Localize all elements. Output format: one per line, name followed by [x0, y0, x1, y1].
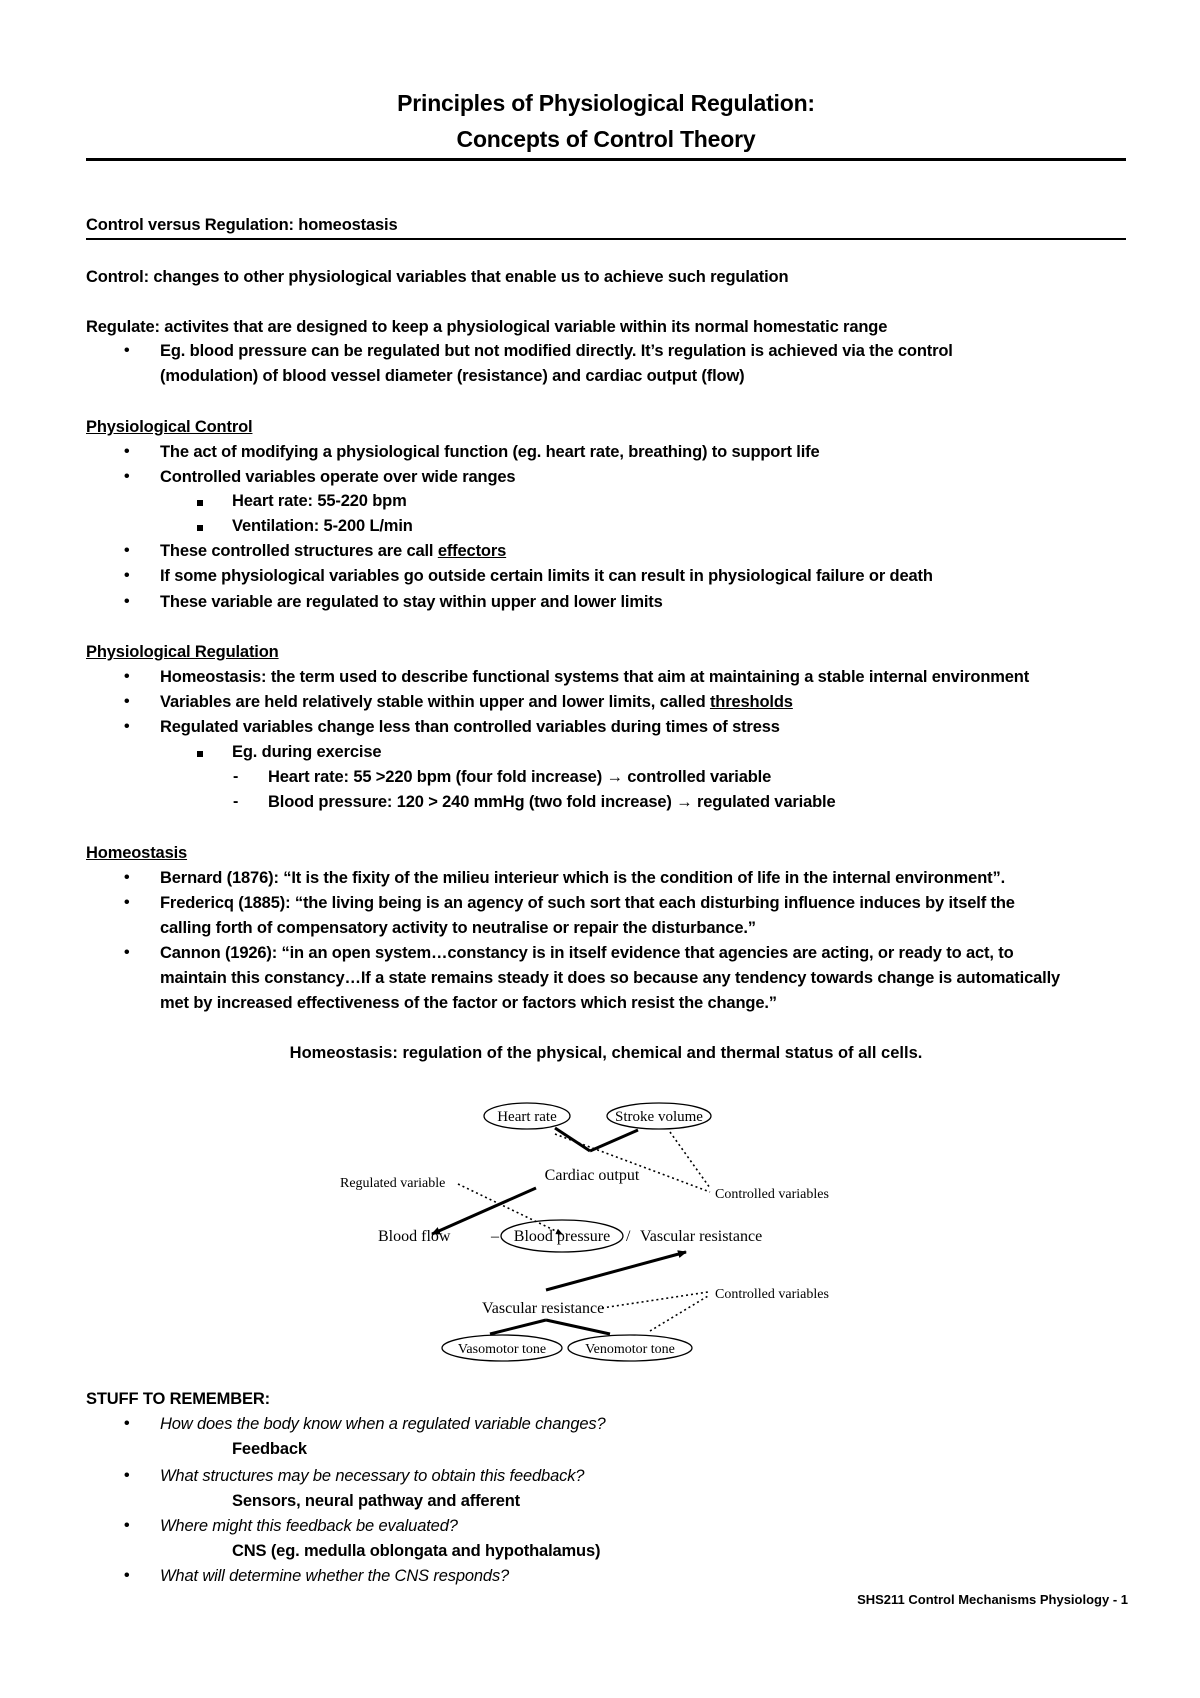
blood-pressure-label: Blood pressure [513, 1228, 611, 1245]
phys-control-heading: Physiological Control [86, 418, 253, 436]
bullet: • [124, 718, 130, 735]
controlled-dotted-4 [650, 1296, 708, 1331]
bullet: • [124, 542, 130, 559]
stuff-a3: CNS (eg. medulla oblongata and hypothalamus) [232, 1542, 601, 1560]
stuff-a2: Sensors, neural pathway and afferent [232, 1492, 521, 1510]
section-heading: Control versus Regulation: homeostasis [86, 216, 398, 234]
phys-control-b2: Controlled variables operate over wide ranges [160, 468, 516, 486]
dash-separator: – [491, 1228, 499, 1245]
phys-regulation-b2-text: Variables are held relatively stable within upper and lower limits, called [160, 693, 710, 711]
bullet: • [124, 593, 130, 610]
regulate-definition: Regulate: activites that are designed to keep a physiological variable within its normal homestatic range [86, 318, 888, 336]
square-bullet [197, 500, 203, 506]
slash-separator: / [626, 1228, 631, 1245]
phys-regulation-heading: Physiological Regulation [86, 643, 279, 661]
square-bullet [197, 751, 203, 757]
phys-control-b4: If some physiological variables go outside certain limits it can result in physiological failure or death [160, 567, 933, 585]
dash-bullet: - [233, 793, 239, 810]
effectors-term: effectors [437, 542, 507, 560]
cardiac-output-label: Cardiac output [544, 1167, 640, 1184]
blood-flow-label: Blood flow [378, 1228, 451, 1245]
vasomotor-link [490, 1320, 546, 1334]
homeostasis-caption: Homeostasis: regulation of the physical, chemical and thermal status of all cells. [289, 1044, 923, 1062]
phys-regulation-d2: Blood pressure: 120 > 240 mmHg (two fold increase) → regulated variable [268, 793, 836, 811]
bullet: • [124, 342, 130, 359]
bullet: • [124, 668, 130, 685]
title-line-2: Concepts of Control Theory [456, 126, 756, 152]
bullet: • [124, 468, 130, 485]
bullet: • [124, 1467, 130, 1484]
homeostasis-cannon-line-2: maintain this constancy…If a state remains steady it does so because any tendency towards change is automatically [160, 969, 1061, 987]
title-line-1: Principles of Physiological Regulation: [397, 90, 815, 116]
regulation-diagram [340, 1088, 880, 1368]
phys-control-s2: Ventilation: 5-200 L/min [232, 517, 413, 535]
square-bullet [197, 525, 203, 531]
bullet: • [124, 944, 130, 961]
homeostasis-cannon-line-3: met by increased effectiveness of the factor or factors which resist the change.” [160, 994, 777, 1012]
bullet: • [124, 443, 130, 460]
controlled-dotted-3 [602, 1292, 708, 1308]
heart-rate-link [555, 1128, 590, 1151]
bullet: • [124, 894, 130, 911]
phys-regulation-s1: Eg. during exercise [232, 743, 382, 761]
homeostasis-fredericq-line-2: calling forth of compensatory activity to neutralise or repair the disturbance.” [160, 919, 756, 937]
regulate-bullet-line-2: (modulation) of blood vessel diameter (resistance) and cardiac output (flow) [160, 367, 745, 385]
stuff-heading: STUFF TO REMEMBER: [86, 1390, 270, 1408]
vascular-resistance-label: Vascular resistance [482, 1300, 605, 1317]
homeostasis-bernard: Bernard (1876): “It is the fixity of the milieu interieur which is the condition of life in the internal environment”. [160, 869, 1005, 887]
stroke-volume-link [590, 1130, 638, 1151]
vascular-resistance-top-label: Vascular resistance [640, 1228, 763, 1245]
phys-control-b3 [160, 542, 506, 561]
vasomotor-tone-label: Vasomotor tone [457, 1342, 547, 1357]
phys-control-b1: The act of modifying a physiological function (eg. heart rate, breathing) to support life [160, 443, 820, 461]
thresholds-term: thresholds [709, 693, 793, 711]
homeostasis-fredericq-line-1: Fredericq (1885): “the living being is an agency of such sort that each disturbing influence induces by itself the [160, 894, 1015, 912]
regulated-variable-label: Regulated variable [340, 1176, 446, 1191]
page-footer: SHS211 Control Mechanisms Physiology - 1 [857, 1592, 1128, 1607]
controlled-dotted-2 [670, 1132, 710, 1188]
bullet: • [124, 869, 130, 886]
venomotor-tone-label: Venomotor tone [585, 1342, 675, 1357]
phys-regulation-b2 [160, 693, 793, 712]
dash-bullet: - [233, 768, 239, 785]
title-rule [86, 158, 1126, 161]
stroke-volume-label: Stroke volume [615, 1109, 703, 1125]
homeostasis-cannon-line-1: Cannon (1926): “in an open system…constancy is in itself evidence that agencies are acting, or ready to act, to [160, 944, 1014, 962]
homeostasis-heading: Homeostasis [86, 844, 188, 862]
phys-control-b3-text: These controlled structures are call [160, 542, 438, 560]
stuff-a1: Feedback [232, 1440, 307, 1458]
stuff-q4: What will determine whether the CNS responds? [160, 1567, 510, 1585]
section-rule [86, 238, 1126, 240]
control-definition: Control: changes to other physiological variables that enable us to achieve such regulation [86, 268, 789, 286]
controlled-variables-label-2: Controlled variables [715, 1287, 829, 1302]
venomotor-link [546, 1320, 610, 1334]
stuff-q3: Where might this feedback be evaluated? [160, 1517, 458, 1535]
phys-regulation-b1: Homeostasis: the term used to describe functional systems that aim at maintaining a stable internal environment [160, 668, 1030, 686]
phys-control-b5: These variable are regulated to stay within upper and lower limits [160, 593, 663, 611]
stuff-q2: What structures may be necessary to obtain this feedback? [160, 1467, 585, 1485]
regulated-dotted-arrow [458, 1184, 562, 1234]
bullet: • [124, 1415, 130, 1432]
heart-rate-label: Heart rate [497, 1109, 557, 1125]
bullet: • [124, 1567, 130, 1584]
stuff-q1: How does the body know when a regulated variable changes? [160, 1415, 606, 1433]
vascular-resistance-arrow [546, 1252, 686, 1290]
controlled-variables-label-1: Controlled variables [715, 1187, 829, 1202]
bullet: • [124, 693, 130, 710]
phys-control-s1: Heart rate: 55-220 bpm [232, 492, 407, 510]
bullet: • [124, 1517, 130, 1534]
phys-regulation-d1: Heart rate: 55 >220 bpm (four fold increase) → controlled variable [268, 768, 772, 786]
regulate-bullet-line-1: Eg. blood pressure can be regulated but not modified directly. It’s regulation is achieved via the control [160, 342, 953, 360]
phys-regulation-b3: Regulated variables change less than controlled variables during times of stress [160, 718, 780, 736]
bullet: • [124, 567, 130, 584]
